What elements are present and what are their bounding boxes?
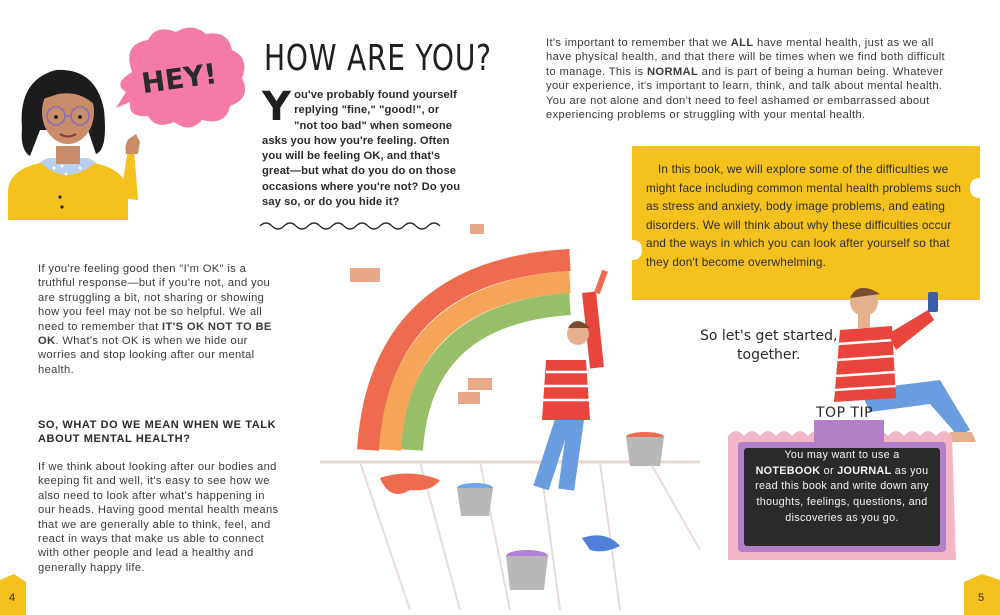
page-title: HOW ARE YOU? xyxy=(264,38,492,79)
intro-paragraph xyxy=(262,84,462,210)
book-overview-text: In this book, we will explore some of the difficulties we might face including common mental health problems such as stress and anxiety, body image problems, and eating disorders. We will think about why these difficulties occur and the ways in which you can look after yourself so that they don't become overwhelming. xyxy=(646,162,962,269)
hey-speech-bubble xyxy=(112,22,252,134)
normal-text-bold-2: NORMAL xyxy=(646,65,699,78)
drop-cap: Y xyxy=(262,84,292,130)
top-tip-label: TOP TIP xyxy=(816,405,874,421)
tip-text-2: or xyxy=(820,464,838,477)
lets-get-started-line-1: So let's get started, xyxy=(700,328,838,344)
normal-text-bold-1: ALL xyxy=(730,37,754,49)
page-number-left: 4 xyxy=(9,592,16,604)
bucket-blue xyxy=(457,483,493,516)
mental-health-normal-paragraph xyxy=(546,36,946,122)
ok-paragraph xyxy=(38,262,274,377)
ok-text-bold: IT'S OK NOT TO BE OK xyxy=(38,320,272,348)
normal-text-3: and is part of being a human being. Whatever your experience, it's important to learn, think, and talk about mental health. You are not alone and don't need to feel ashamed or embarrassed about experiencing problems or struggling with your mental health. xyxy=(546,65,944,122)
hey-text: HEY! xyxy=(139,56,219,101)
mental-health-paragraph: If we think about looking after our bodies and keeping fit and well, it's easy to see how we also need to look after what's happening in our heads. Having good mental health means that we are generally able to think, feel, and react in ways that make us able to connect with other people and lead a healthy and generally happy life. xyxy=(38,461,279,574)
page-number-right: 5 xyxy=(978,592,985,604)
top-tip-text xyxy=(752,448,932,527)
tip-text-1: You may want to use a xyxy=(784,449,900,461)
intro-text: ou've probably found yourself replying "fine," "good!", or "not too bad" when someone asks you how you're feeling. Often you will be feeling OK, and that's great—but what do you do on those occasions where you're not? Do you say so, or do you hide it? xyxy=(262,89,461,209)
tip-text-3: as you read this book and write down any thoughts, feelings, questions, and discoveries as you go. xyxy=(755,464,929,524)
tip-text-bold-1: NOTEBOOK xyxy=(755,464,821,477)
ok-text-2: . What's not OK is when we hide our worries and stop looking after our mental health. xyxy=(38,335,255,376)
lets-get-started-line-2: together. xyxy=(737,347,801,363)
normal-text-2: have mental health, just as we all have physical health, and that there will be times when we find both difficult to manage. This is xyxy=(546,37,945,78)
normal-text-1: It's important to remember that we xyxy=(546,37,731,49)
tip-text-bold-2: JOURNAL xyxy=(837,464,892,477)
section-subheading: SO, WHAT DO WE MEAN WHEN WE TALK ABOUT MENTAL HEALTH? xyxy=(38,419,277,445)
ok-text-1: If you're feeling good then "I'm OK" is a truthful response—but if you're not, and you are struggling a bit, not sharing or showing how you feel may not be so helpful. We all need to remember that xyxy=(38,263,271,333)
